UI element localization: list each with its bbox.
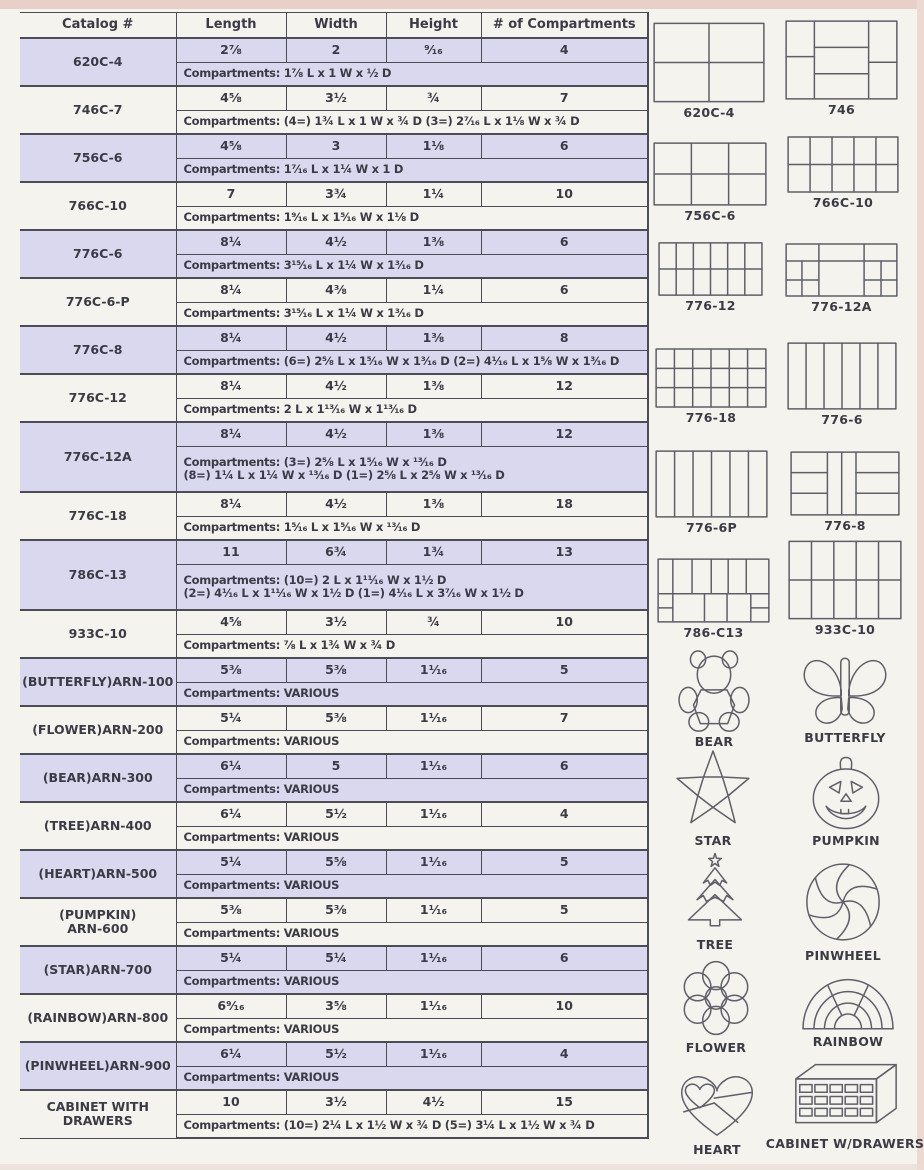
- width-cell: 5¼: [286, 946, 386, 970]
- length-cell: 2⅞: [176, 38, 286, 62]
- width-cell: 2: [286, 38, 386, 62]
- count-cell: 18: [481, 492, 648, 516]
- diagram-620c-4: [653, 22, 765, 120]
- diagram-label: 756C-6: [684, 208, 736, 223]
- height-cell: 1⅜: [386, 492, 481, 516]
- width-cell: 4½: [286, 230, 386, 254]
- compartments-cell: Compartments: (10=) 2¼ L x 1½ W x ¾ D (5=) 3¼ L x 1½ W x ¾ D: [176, 1114, 648, 1138]
- diagram-tree: [676, 851, 754, 952]
- row-776c-12a: [20, 422, 648, 446]
- header-height: Height: [386, 13, 481, 39]
- height-cell: 1¹⁄₁₆: [386, 754, 481, 778]
- pumpkin-shape-icon: [803, 755, 889, 831]
- compartments-cell: Compartments: (4=) 1¾ L x 1 W x ¾ D (3=) 2⁷⁄₁₆ L x 1⅛ W x ¾ D: [176, 110, 648, 134]
- row-756c-6: [20, 134, 648, 158]
- width-cell: 5: [286, 754, 386, 778]
- width-cell: 3½: [286, 86, 386, 110]
- header-catalog: Catalog #: [20, 13, 176, 39]
- count-cell: 12: [481, 422, 648, 446]
- length-cell: 6¼: [176, 1042, 286, 1066]
- count-cell: 5: [481, 658, 648, 682]
- height-cell: 1¼: [386, 182, 481, 206]
- heart-shape-icon: [672, 1066, 762, 1140]
- length-cell: 8¼: [176, 492, 286, 516]
- diagram-label: PUMPKIN: [812, 833, 880, 848]
- catalog-cell-flower-arn-200: (FLOWER)ARN-200: [20, 706, 176, 754]
- bear-shape-icon: [676, 646, 752, 732]
- catalog-cell-bear-arn-300: (BEAR)ARN-300: [20, 754, 176, 802]
- height-cell: 4½: [386, 1090, 481, 1114]
- length-cell: 5¼: [176, 946, 286, 970]
- row-620c-4: [20, 38, 648, 62]
- width-cell: 4½: [286, 492, 386, 516]
- diagram-776-18: [655, 348, 767, 425]
- row-cabinet-with-drawers: [20, 1090, 648, 1114]
- catalog-cell-776c-12a: 776C-12A: [20, 422, 176, 492]
- 933c-10-shape-icon: [788, 540, 902, 620]
- diagram-label: BEAR: [694, 734, 734, 749]
- count-cell: 7: [481, 86, 648, 110]
- diagram-butterfly: [798, 650, 892, 745]
- diagram-label: 766C-10: [812, 195, 874, 210]
- width-cell: 3¾: [286, 182, 386, 206]
- catalog-cell-776c-12: 776C-12: [20, 374, 176, 422]
- 620c-4-shape-icon: [653, 22, 765, 103]
- length-cell: 8¼: [176, 422, 286, 446]
- diagram-flower: [678, 958, 754, 1055]
- compartments-cell: Compartments: 1⁷⁄₁₆ L x 1¼ W x 1 D: [176, 158, 648, 182]
- length-cell: 4⅝: [176, 610, 286, 634]
- compartments-cell: Compartments: VARIOUS: [176, 778, 648, 802]
- compartments-cell: Compartments: VARIOUS: [176, 874, 648, 898]
- butterfly-shape-icon: [798, 650, 892, 728]
- cabinet-w-drawers-shape-icon: [786, 1058, 904, 1134]
- catalog-cell-776c-18: 776C-18: [20, 492, 176, 540]
- diagram-746: [785, 20, 898, 117]
- catalog-cell-933c-10: 933C-10: [20, 610, 176, 658]
- row-933c-10: [20, 610, 648, 634]
- count-cell: 4: [481, 802, 648, 826]
- header-width: Width: [286, 13, 386, 39]
- height-cell: 1¾: [386, 540, 481, 564]
- diagram-label: 776-18: [685, 410, 737, 425]
- diagram-776-6: [787, 342, 897, 427]
- row-rainbow-arn-800: [20, 994, 648, 1018]
- height-cell: ¾: [386, 610, 481, 634]
- 766c-10-shape-icon: [787, 136, 899, 193]
- count-cell: 6: [481, 278, 648, 302]
- length-cell: 10: [176, 1090, 286, 1114]
- width-cell: 5⅜: [286, 658, 386, 682]
- width-cell: 4½: [286, 422, 386, 446]
- row-776c-6-p: [20, 278, 648, 302]
- table-header-row: [20, 13, 648, 39]
- diagram-pinwheel: [801, 858, 885, 963]
- compartments-cell: Compartments: 2 L x 1¹³⁄₁₆ W x 1¹³⁄₁₆ D: [176, 398, 648, 422]
- catalog-cell-776c-6-p: 776C-6-P: [20, 278, 176, 326]
- length-cell: 11: [176, 540, 286, 564]
- diagram-label: RAINBOW: [812, 1034, 884, 1049]
- row-butterfly-arn-100: [20, 658, 648, 682]
- 776-6p-shape-icon: [655, 450, 768, 518]
- length-cell: 4⅝: [176, 134, 286, 158]
- compartments-cell: Compartments: 3¹⁵⁄₁₆ L x 1¼ W x 1³⁄₁₆ D: [176, 254, 648, 278]
- 776-12a-shape-icon: [785, 243, 898, 297]
- height-cell: 1⅜: [386, 422, 481, 446]
- count-cell: 6: [481, 754, 648, 778]
- header-length: Length: [176, 13, 286, 39]
- flower-shape-icon: [678, 958, 754, 1038]
- width-cell: 6¾: [286, 540, 386, 564]
- catalog-cell-butterfly-arn-100: (BUTTERFLY)ARN-100: [20, 658, 176, 706]
- diagram-label: 746: [828, 102, 855, 117]
- compartments-cell: Compartments: VARIOUS: [176, 682, 648, 706]
- height-cell: 1¹⁄₁₆: [386, 706, 481, 730]
- 756c-6-shape-icon: [653, 142, 767, 206]
- scan-edge-bottom: [0, 1164, 924, 1170]
- diagram-786-c13: [657, 558, 770, 640]
- catalog-cell-heart-arn-500: (HEART)ARN-500: [20, 850, 176, 898]
- length-cell: 5¼: [176, 706, 286, 730]
- catalog-cell-756c-6: 756C-6: [20, 134, 176, 182]
- height-cell: 1⅜: [386, 230, 481, 254]
- diagram-label: PINWHEEL: [805, 948, 881, 963]
- 776-6-shape-icon: [787, 342, 897, 410]
- catalog-cell-766c-10: 766C-10: [20, 182, 176, 230]
- length-cell: 5⅜: [176, 658, 286, 682]
- width-cell: 3½: [286, 610, 386, 634]
- header-of-compartments: # of Compartments: [481, 13, 648, 39]
- count-cell: 6: [481, 134, 648, 158]
- count-cell: 13: [481, 540, 648, 564]
- diagram-label: BUTTERFLY: [804, 730, 886, 745]
- 786-c13-shape-icon: [657, 558, 770, 623]
- diagram-776-6p: [655, 450, 768, 535]
- row-heart-arn-500: [20, 850, 648, 874]
- height-cell: 1¹⁄₁₆: [386, 1042, 481, 1066]
- catalog-cell-tree-arn-400: (TREE)ARN-400: [20, 802, 176, 850]
- catalog-cell-746c-7: 746C-7: [20, 86, 176, 134]
- count-cell: 4: [481, 38, 648, 62]
- width-cell: 3⅝: [286, 994, 386, 1018]
- height-cell: 1¹⁄₁₆: [386, 658, 481, 682]
- compartments-cell: Compartments: 1⁵⁄₁₆ L x 1⁵⁄₁₆ W x ¹³⁄₁₆ D: [176, 516, 648, 540]
- length-cell: 8¼: [176, 374, 286, 398]
- count-cell: 5: [481, 850, 648, 874]
- pinwheel-shape-icon: [801, 858, 885, 946]
- compartments-cell: Compartments: (3=) 2⅝ L x 1⁵⁄₁₆ W x ¹³⁄₁₆ D (8=) 1¼ L x 1¼ W x ¹³⁄₁₆ D (1=) 2⅝ L x 2⅝ W x ¹³⁄₁₆ D: [176, 446, 648, 492]
- height-cell: 1¹⁄₁₆: [386, 994, 481, 1018]
- catalog-cell-786c-13: 786C-13: [20, 540, 176, 610]
- length-cell: 5¼: [176, 850, 286, 874]
- row-786c-13: [20, 540, 648, 564]
- catalog-cell-pumpkin-arn-600: (PUMPKIN) ARN-600: [20, 898, 176, 946]
- diagram-label: STAR: [694, 833, 732, 848]
- width-cell: 4½: [286, 326, 386, 350]
- catalog-cell-776c-6: 776C-6: [20, 230, 176, 278]
- count-cell: 10: [481, 610, 648, 634]
- catalog-cell-rainbow-arn-800: (RAINBOW)ARN-800: [20, 994, 176, 1042]
- star-shape-icon: [672, 745, 754, 831]
- catalog-cell-star-arn-700: (STAR)ARN-700: [20, 946, 176, 994]
- row-bear-arn-300: [20, 754, 648, 778]
- 776-12-shape-icon: [658, 242, 763, 296]
- count-cell: 15: [481, 1090, 648, 1114]
- compartments-cell: Compartments: VARIOUS: [176, 1066, 648, 1090]
- diagram-label: CABINET W/DRAWERS: [765, 1136, 924, 1151]
- diagram-heart: [672, 1066, 762, 1157]
- width-cell: 5½: [286, 802, 386, 826]
- height-cell: ¾: [386, 86, 481, 110]
- 746-shape-icon: [785, 20, 898, 100]
- diagram-label: 776-12A: [811, 299, 872, 314]
- catalog-cell-620c-4: 620C-4: [20, 38, 176, 86]
- diagram-rainbow: [798, 972, 898, 1049]
- row-766c-10: [20, 182, 648, 206]
- height-cell: 1¹⁄₁₆: [386, 946, 481, 970]
- width-cell: 5⅜: [286, 898, 386, 922]
- count-cell: 10: [481, 182, 648, 206]
- rainbow-shape-icon: [798, 972, 898, 1032]
- length-cell: 5⅜: [176, 898, 286, 922]
- compartments-cell: Compartments: VARIOUS: [176, 970, 648, 994]
- length-cell: 4⅝: [176, 86, 286, 110]
- catalog-cell-776c-8: 776C-8: [20, 326, 176, 374]
- diagram-776-8: [790, 451, 900, 533]
- length-cell: 6¼: [176, 754, 286, 778]
- diagram-label: 620C-4: [683, 105, 735, 120]
- compartments-cell: Compartments: VARIOUS: [176, 922, 648, 946]
- diagram-label: 786-C13: [683, 625, 744, 640]
- count-cell: 4: [481, 1042, 648, 1066]
- width-cell: 3½: [286, 1090, 386, 1114]
- row-776c-8: [20, 326, 648, 350]
- count-cell: 6: [481, 946, 648, 970]
- 776-18-shape-icon: [655, 348, 767, 408]
- compartments-cell: Compartments: VARIOUS: [176, 826, 648, 850]
- diagram-label: 776-12: [685, 298, 736, 313]
- diagram-label: 776-6P: [686, 520, 737, 535]
- diagram-bear: [676, 646, 752, 749]
- diagram-label: 776-6: [821, 412, 863, 427]
- diagram-776-12: [658, 242, 763, 313]
- row-star-arn-700: [20, 946, 648, 970]
- catalog-cell-cabinet-with-drawers: CABINET WITH DRAWERS: [20, 1090, 176, 1138]
- length-cell: 8¼: [176, 230, 286, 254]
- height-cell: 1⅛: [386, 134, 481, 158]
- height-cell: 1¹⁄₁₆: [386, 802, 481, 826]
- width-cell: 5⅝: [286, 850, 386, 874]
- width-cell: 3: [286, 134, 386, 158]
- row-746c-7: [20, 86, 648, 110]
- count-cell: 5: [481, 898, 648, 922]
- compartments-cell: Compartments: (10=) 2 L x 1¹¹⁄₁₆ W x 1½ D (2=) 4¹⁄₁₆ L x 1¹¹⁄₁₆ W x 1½ D (1=) 4¹⁄₁₆ L x 3⁷⁄₁₆ W x 1½ D: [176, 564, 648, 610]
- length-cell: 8¼: [176, 326, 286, 350]
- diagram-pumpkin: [803, 755, 889, 848]
- scan-edge-top: [0, 0, 924, 9]
- length-cell: 7: [176, 182, 286, 206]
- length-cell: 6⁹⁄₁₆: [176, 994, 286, 1018]
- row-776c-12: [20, 374, 648, 398]
- compartments-cell: Compartments: VARIOUS: [176, 1018, 648, 1042]
- count-cell: 8: [481, 326, 648, 350]
- diagram-776-12a: [785, 243, 898, 314]
- diagram-766c-10: [787, 136, 899, 210]
- diagram-756c-6: [653, 142, 767, 223]
- length-cell: 6¼: [176, 802, 286, 826]
- height-cell: 1¹⁄₁₆: [386, 850, 481, 874]
- catalog-cell-pinwheel-arn-900: (PINWHEEL)ARN-900: [20, 1042, 176, 1090]
- row-flower-arn-200: [20, 706, 648, 730]
- count-cell: 7: [481, 706, 648, 730]
- count-cell: 10: [481, 994, 648, 1018]
- spec-table: [20, 12, 649, 1139]
- row-tree-arn-400: [20, 802, 648, 826]
- height-cell: 1¼: [386, 278, 481, 302]
- compartments-cell: Compartments: 3¹⁵⁄₁₆ L x 1¼ W x 1³⁄₁₆ D: [176, 302, 648, 326]
- compartments-cell: Compartments: ⅞ L x 1¾ W x ¾ D: [176, 634, 648, 658]
- height-cell: 1⅜: [386, 326, 481, 350]
- width-cell: 5⅜: [286, 706, 386, 730]
- 776-8-shape-icon: [790, 451, 900, 516]
- row-776c-6: [20, 230, 648, 254]
- diagram-cabinet-w-drawers: [765, 1058, 924, 1151]
- compartments-cell: Compartments: VARIOUS: [176, 730, 648, 754]
- tree-shape-icon: [676, 851, 754, 935]
- diagram-label: 776-8: [824, 518, 866, 533]
- compartments-cell: Compartments: (6=) 2⅝ L x 1⁵⁄₁₆ W x 1³⁄₁₆ D (2=) 4¹⁄₁₆ L x 1⅝ W x 1³⁄₁₆ D: [176, 350, 648, 374]
- length-cell: 8¼: [176, 278, 286, 302]
- diagram-label: HEART: [693, 1142, 741, 1157]
- diagram-star: [672, 745, 754, 848]
- compartments-cell: Compartments: 1⁹⁄₁₆ L x 1⁵⁄₁₆ W x 1⅛ D: [176, 206, 648, 230]
- height-cell: 1¹⁄₁₆: [386, 898, 481, 922]
- diagram-label: 933C-10: [814, 622, 876, 637]
- row-pinwheel-arn-900: [20, 1042, 648, 1066]
- count-cell: 6: [481, 230, 648, 254]
- row-pumpkin-arn-600: [20, 898, 648, 922]
- width-cell: 4½: [286, 374, 386, 398]
- count-cell: 12: [481, 374, 648, 398]
- height-cell: 1⅜: [386, 374, 481, 398]
- width-cell: 5½: [286, 1042, 386, 1066]
- diagram-label: TREE: [696, 937, 734, 952]
- height-cell: ⁹⁄₁₆: [386, 38, 481, 62]
- diagram-label: FLOWER: [685, 1040, 747, 1055]
- diagram-933c-10: [788, 540, 902, 637]
- row-776c-18: [20, 492, 648, 516]
- scan-edge-right: [917, 0, 924, 1170]
- width-cell: 4⅜: [286, 278, 386, 302]
- compartments-cell: Compartments: 1⅞ L x 1 W x ½ D: [176, 62, 648, 86]
